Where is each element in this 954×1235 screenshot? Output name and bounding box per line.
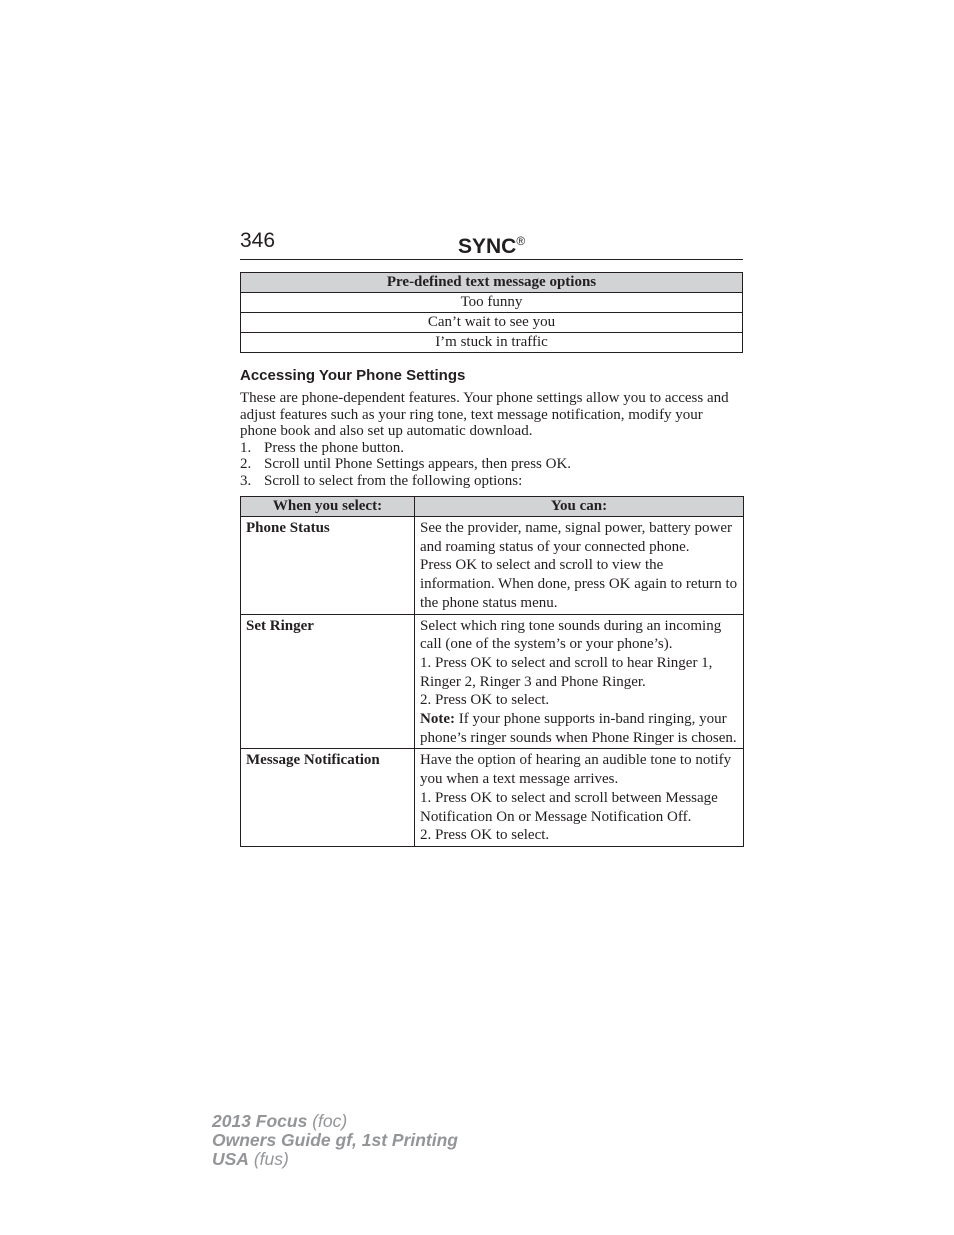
footer-market-code: (fus) [248, 1149, 289, 1169]
description-line: 2. Press OK to select. [420, 827, 550, 844]
intro-paragraph: These are phone-dependent features. Your phone settings allow you to access and adjust features such as your ring tone, text message notification, modify your phone book and also set up automatic download. [240, 390, 729, 439]
note-line [420, 710, 738, 747]
description-line: See the provider, name, signal power, battery power and roaming status of your connected phone. [420, 520, 733, 555]
footer-imprint [212, 1112, 458, 1169]
note-text: If your phone supports in-band ringing, your phone’s ringer sounds when Phone Ringer is chosen. [420, 711, 737, 746]
section-title-text: SYNC [458, 235, 517, 258]
description-line: 1. Press OK to select and scroll between Message Notification On or Message Notification Off. [420, 789, 718, 825]
step-text: Scroll until Phone Settings appears, then press OK. [264, 456, 572, 472]
table-row [241, 517, 744, 615]
description-line: Press OK to select and scroll to view the information. When done, press OK again to return to the phone status menu. [420, 557, 738, 611]
registered-mark: ® [516, 234, 526, 248]
step-item [240, 440, 743, 457]
table-row [241, 614, 744, 749]
table-row: Too funny [241, 293, 743, 313]
footer-line [212, 1112, 458, 1131]
step-number: 1. [240, 439, 252, 456]
page-header [240, 229, 743, 260]
footer-model-code: (foc) [307, 1111, 348, 1131]
body-text [240, 390, 743, 489]
section-title [458, 229, 525, 259]
footer-market: USA [212, 1149, 249, 1169]
option-name: Phone Status [241, 517, 415, 615]
description-line: 1. Press OK to select and scroll to hear Ringer 1, Ringer 2, Ringer 3 and Phone Ringer. [420, 654, 713, 690]
step-item [240, 473, 743, 490]
option-description [415, 749, 744, 847]
footer-line [212, 1150, 458, 1169]
table-row [241, 749, 744, 847]
option-name: Set Ringer [241, 614, 415, 749]
column-header-select: When you select: [241, 497, 415, 517]
note-label: Note: [420, 711, 455, 728]
step-text: Scroll to select from the following options: [264, 472, 523, 489]
column-header-can: You can: [415, 497, 744, 517]
footer-guide: Owners Guide gf, 1st Printing [212, 1130, 458, 1150]
table-row: Can’t wait to see you [241, 313, 743, 333]
footer-line [212, 1131, 458, 1150]
subsection-heading: Accessing Your Phone Settings [240, 367, 466, 384]
step-number: 3. [240, 472, 252, 489]
step-number: 2. [240, 456, 252, 472]
option-description [415, 614, 744, 749]
description-line: Have the option of hearing an audible tone to notify you when a text message arrives. [420, 752, 732, 788]
table-header: Pre-defined text message options [241, 273, 743, 293]
description-line: Select which ring tone sounds during an incoming call (one of the system’s or your phone’s). [420, 617, 722, 653]
table-row: I’m stuck in traffic [241, 333, 743, 353]
step-item [240, 456, 743, 473]
option-name: Message Notification [241, 749, 415, 847]
option-description [415, 517, 744, 615]
phone-settings-table [240, 496, 744, 847]
predefined-messages-table [240, 272, 743, 353]
description-line: 2. Press OK to select. [420, 692, 550, 709]
step-text: Press the phone button. [264, 439, 404, 456]
footer-model: 2013 Focus [212, 1111, 308, 1131]
page-number: 346 [240, 229, 276, 252]
